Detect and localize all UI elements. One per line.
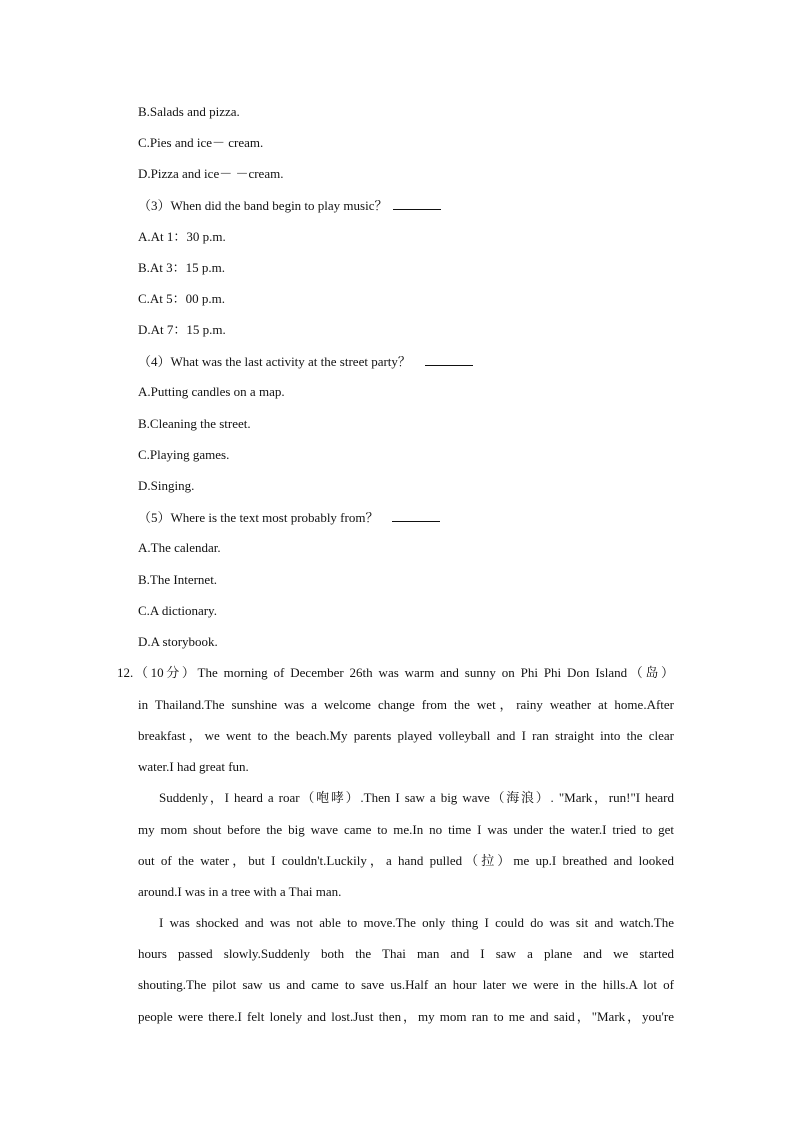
passage-line: hours passed slowly.Suddenly both the Thai man and I saw a plane and we started bbox=[138, 946, 674, 961]
q4-stem bbox=[138, 353, 473, 370]
q3-option-a: A.At 1：30 p.m. bbox=[138, 229, 226, 244]
q4-option-c: C.Playing games. bbox=[138, 447, 230, 462]
q5-option-b: B.The Internet. bbox=[138, 572, 218, 587]
q5-option-a: A.The calendar. bbox=[138, 540, 221, 555]
q3-stem bbox=[138, 197, 441, 214]
passage-line: water.I had great fun. bbox=[138, 759, 249, 774]
passage-line: I was shocked and was not able to move.The only thing I could do was sit and watch.The bbox=[159, 915, 674, 930]
passage-line: people were there.I felt lonely and lost.Just then，my mom ran to me and said，"Mark，you're bbox=[138, 1009, 674, 1024]
answer-blank bbox=[392, 509, 440, 522]
q4-option-d: D.Singing. bbox=[138, 478, 195, 493]
q5-stem bbox=[138, 509, 440, 526]
answer-blank bbox=[393, 197, 441, 210]
passage-line: breakfast，we went to the beach.My parents played volleyball and I ran straight into the clear bbox=[138, 728, 674, 743]
q2-option-c: C.Pies and ice－ cream. bbox=[138, 135, 264, 150]
q4-stem-text: （4）What was the last activity at the street party？ bbox=[138, 354, 411, 369]
passage-line: （10分）The morning of December 26th was warm and sunny on Phi Phi Don Island（岛） bbox=[135, 665, 674, 680]
q2-option-b: B.Salads and pizza. bbox=[138, 104, 240, 119]
question-number: 12. bbox=[117, 665, 134, 680]
q5-option-c: C.A dictionary. bbox=[138, 603, 217, 618]
q2-option-d: D.Pizza and ice－ －cream. bbox=[138, 166, 284, 181]
passage-line: shouting.The pilot saw us and came to save us.Half an hour later we were in the hills.A lot of bbox=[138, 977, 674, 992]
q4-option-a: A.Putting candles on a map. bbox=[138, 384, 285, 399]
passage-line: out of the water，but I couldn't.Luckily，a hand pulled（拉）me up.I breathed and looked bbox=[138, 853, 674, 868]
passage-line: my mom shout before the big wave came to me.In no time I was under the water.I tried to get bbox=[138, 822, 674, 837]
passage-line: in Thailand.The sunshine was a welcome change from the wet，rainy weather at home.After bbox=[138, 697, 674, 712]
q5-option-d: D.A storybook. bbox=[138, 634, 218, 649]
passage-line: around.I was in a tree with a Thai man. bbox=[138, 884, 342, 899]
q4-option-b: B.Cleaning the street. bbox=[138, 416, 251, 431]
q3-option-b: B.At 3：15 p.m. bbox=[138, 260, 226, 275]
q5-stem-text: （5）Where is the text most probably from？ bbox=[138, 510, 379, 525]
q3-option-d: D.At 7：15 p.m. bbox=[138, 322, 226, 337]
q3-option-c: C.At 5：00 p.m. bbox=[138, 291, 226, 306]
answer-blank bbox=[425, 353, 473, 366]
q3-stem-text: （3）When did the band begin to play music？ bbox=[138, 198, 388, 213]
passage-line: Suddenly，I heard a roar（咆哮）.Then I saw a big wave（海浪）. "Mark，run!"I heard bbox=[159, 790, 674, 805]
